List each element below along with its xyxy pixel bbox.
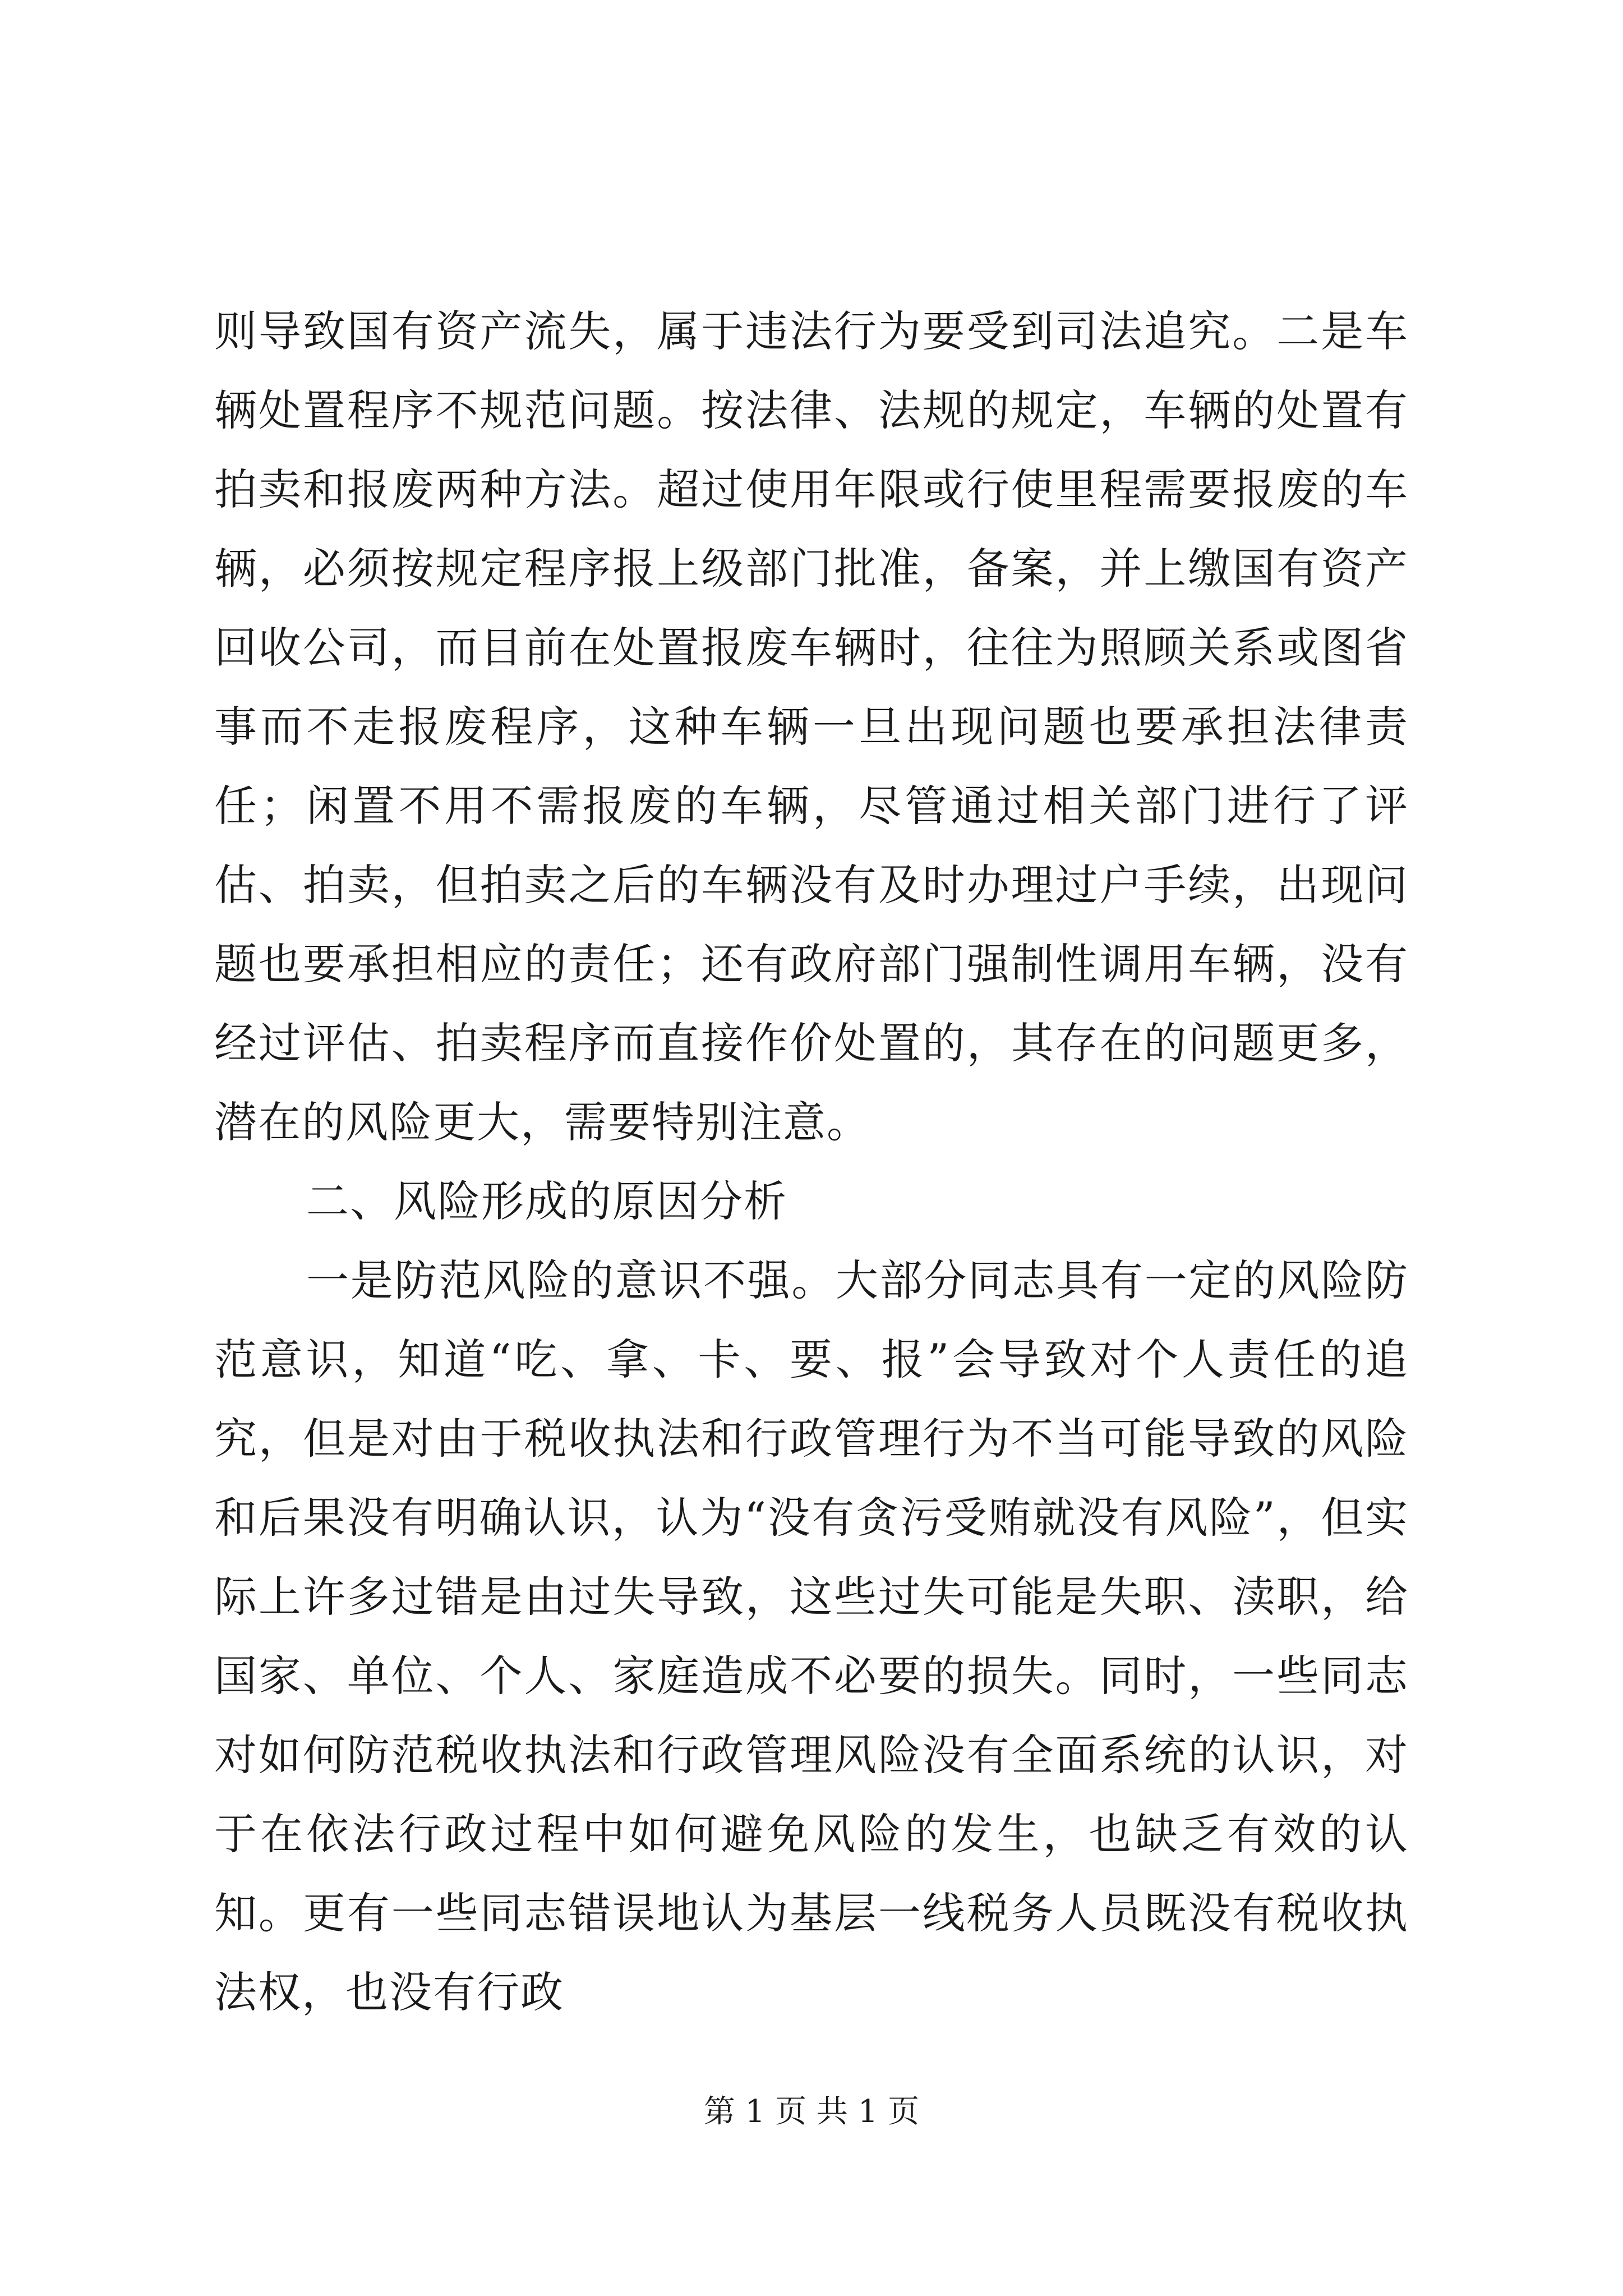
paragraph-vehicle-disposal: 则导致国有资产流失，属于违法行为要受到司法追究。二是车辆处置程序不规范问题。按法律、法规的规定，车辆的处置有拍卖和报废两种方法。超过使用年限或行使里程需要报废的车辆，必须按规定程序报上级部门批准，备案，并上缴国有资产回收公司，而目前在处置报废车辆时，往往为照顾关系或图省事而不走报废程序，这种车辆一旦出现问题也要承担法律责任；闲置不用不需报废的车辆，尽管通过相关部门进行了评估、拍卖，但拍卖之后的车辆没有及时办理过户手续，出现问题也要承担相应的责任；还有政府部门强制性调用车辆，没有经过评估、拍卖程序而直接作价处置的，其存在的问题更多，潜在的风险更大，需要特别注意。 [214,306,1409,1147]
section-heading: 二、风险形成的原因分析 [306,1176,787,1226]
document-body [214,292,1409,2032]
page-footer: 第 1 页 共 1 页 [703,2093,920,2130]
paragraph-risk-awareness: 一是防范风险的意识不强。大部分同志具有一定的风险防范意识，知道“吃、拿、卡、要、报”会导致对个人责任的追究，但是对由于税收执法和行政管理行为不当可能导致的风险和后果没有明确认识，认为“没有贪污受贿就没有风险”，但实际上许多过错是由过失导致，这些过失可能是失职、渎职，给国家、单位、个人、家庭造成不必要的损失。同时，一些同志对如何防范税收执法和行政管理风险没有全面系统的认识，对于在依法行政过程中如何避免风险的发生，也缺乏有效的认知。更有一些同志错误地认为基层一线税务人员既没有税收执法权，也没有行政 [214,1255,1409,2017]
